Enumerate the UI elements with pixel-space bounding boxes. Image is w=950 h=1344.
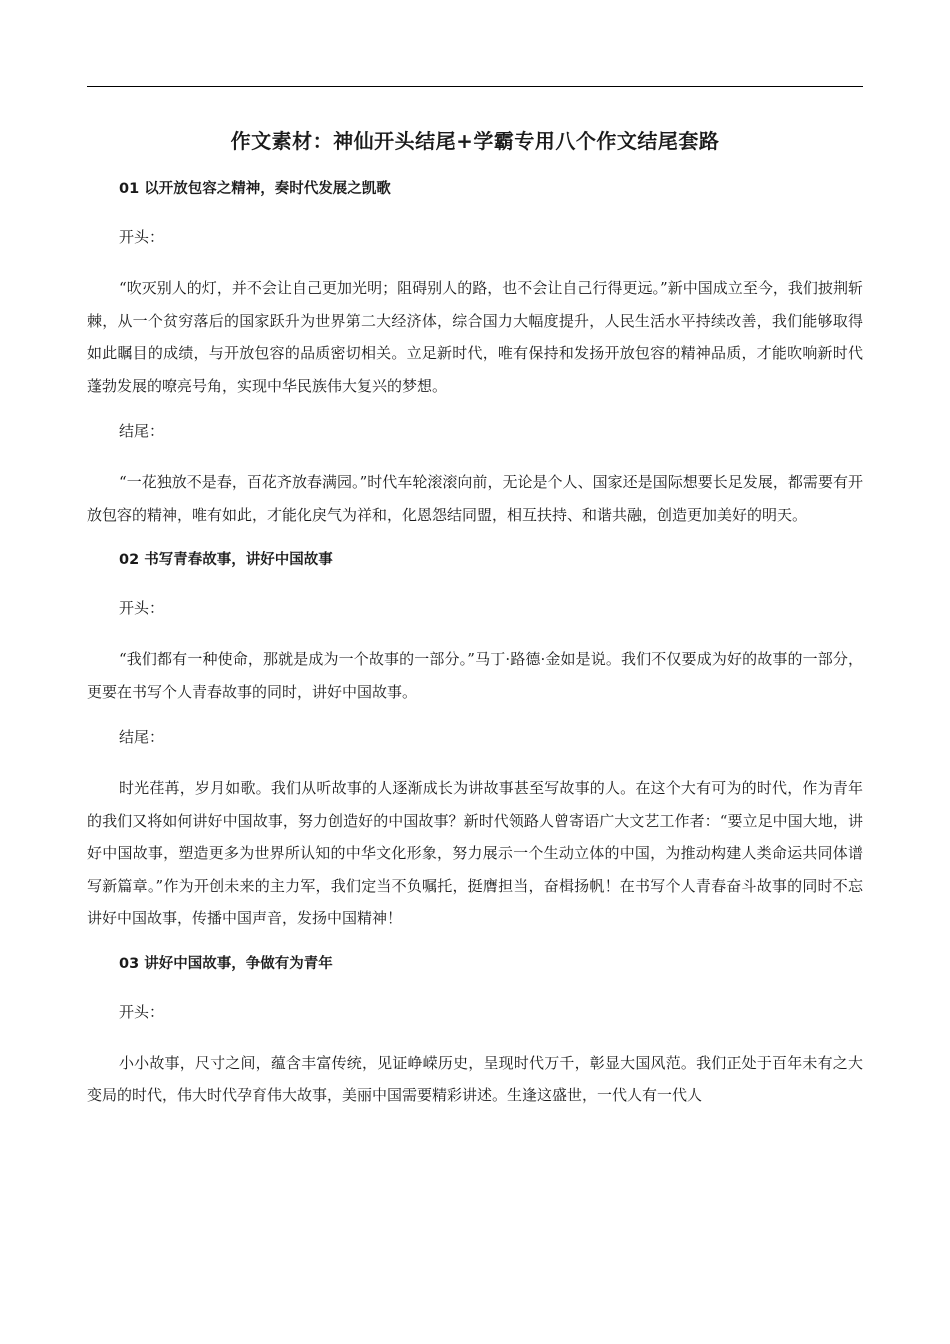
section-02 (87, 547, 863, 935)
opening-label: 开头： (119, 228, 165, 246)
document-title: 作文素材：神仙开头结尾+学霸专用八个作文结尾套路 (230, 129, 720, 153)
opening-paragraph: 小小故事，尺寸之间，蕴含丰富传统，见证峥嵘历史，呈现时代万千，彰显大国风范。我们正处于百年未有之大变局的时代，伟大时代孕育伟大故事，美丽中国需要精彩讲述。生逢这盛世，一代人有一代人 (87, 1053, 863, 1104)
opening-paragraph: “吹灭别人的灯，并不会让自己更加光明；阻碍别人的路，也不会让自己行得更远。”新中国成立至今，我们披荆斩棘，从一个贫穷落后的国家跃升为世界第二大经济体，综合国力大幅度提升，人民生活水平持续改善，我们能够取得如此瞩目的成绩，与开放包容的品质密切相关。立足新时代，唯有保持和发扬开放包容的精神品质，才能吹响新时代蓬勃发展的嘹亮号角，实现中华民族伟大复兴的梦想。 (87, 279, 863, 395)
section-heading: 03 讲好中国故事，争做有为青年 (119, 955, 333, 972)
section-03 (87, 951, 863, 1112)
ending-paragraph: 时光荏苒，岁月如歌。我们从听故事的人逐渐成长为讲故事甚至写故事的人。在这个大有可为的时代，作为青年的我们又将如何讲好中国故事，努力创造好的中国故事？新时代领路人曾寄语广大文艺工作者：“要立足中国大地，讲好中国故事，塑造更多为世界所认知的中华文化形象，努力展示一个生动立体的中国，为推动构建人类命运共同体谱写新篇章。”作为开创未来的主力军，我们定当不负嘱托，挺膺担当，奋楫扬帆！在书写个人青春奋斗故事的同时不忘讲好中国故事，传播中国声音，发扬中国精神！ (87, 779, 863, 927)
section-heading: 02 书写青春故事，讲好中国故事 (119, 552, 333, 568)
opening-label: 开头： (119, 599, 165, 617)
section-heading: 01 以开放包容之精神，奏时代发展之凯歌 (119, 181, 391, 197)
ending-label: 结尾： (119, 422, 165, 440)
header-rule (87, 86, 863, 87)
opening-label: 开头： (119, 1002, 165, 1021)
document-content (87, 128, 863, 1128)
opening-paragraph: “我们都有一种使命，那就是成为一个故事的一部分。”马丁·路德·金如是说。我们不仅要成为好的故事的一部分，更要在书写个人青春故事的同时，讲好中国故事。 (87, 650, 863, 701)
section-01 (87, 176, 863, 531)
ending-paragraph: “一花独放不是春，百花齐放春满园。”时代车轮滚滚向前，无论是个人、国家还是国际想要长足发展，都需要有开放包容的精神，唯有如此，才能化戾气为祥和，化恩怨结同盟，相互扶持、和谐共融，创造更加美好的明天。 (87, 473, 863, 524)
ending-label: 结尾： (119, 728, 165, 746)
